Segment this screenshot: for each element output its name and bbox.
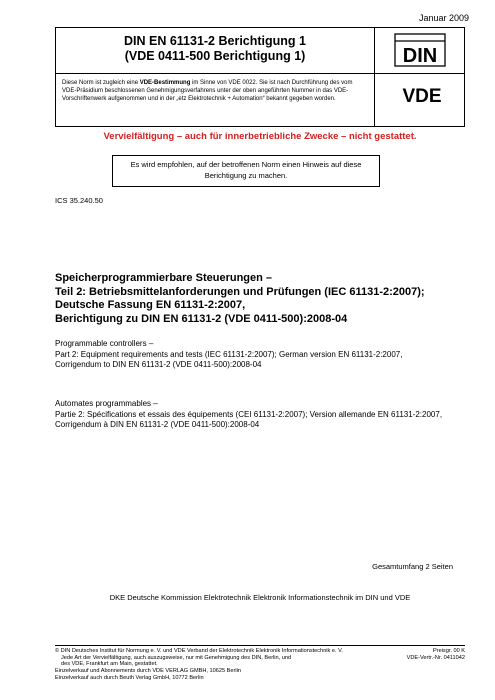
header-divider-horizontal (56, 73, 464, 74)
title-french (55, 399, 475, 431)
title-german-line4: Berichtigung zu DIN EN 61131-2 (VDE 0411-500):2008-04 (55, 312, 348, 325)
svg-text:DIN: DIN (402, 45, 438, 67)
svg-text:VDE: VDE (402, 86, 442, 105)
footer-rule (55, 645, 465, 646)
reproduction-warning: Vervielfältigung – auch für innerbetriebliche Zwecke – nicht gestattet. (103, 131, 417, 142)
dke-line: DKE Deutsche Kommission Elektrotechnik Elektronik Informationstechnik im DIN und VDE (109, 593, 411, 602)
total-pages: Gesamtumfang 2 Seiten (372, 562, 453, 571)
recommendation-box: Es wird empfohlen, auf der betroffenen Norm einen Hinweis auf diese Berichtigung zu machen. (112, 155, 380, 187)
title-french-line2: Partie 2: Spécifications et essais des équipements (CEI 61131-2:2007); Version allemande EN 61131-2:2007, (55, 409, 443, 419)
title-english-line1: Programmable controllers – (55, 339, 154, 348)
issue-date: Januar 2009 (418, 13, 469, 23)
title-english (55, 339, 475, 371)
footer-line2: Jede Art der Vervielfältigung, auch auszugsweise, nur mit Genehmigung des DIN, Berlin, und (61, 654, 292, 661)
title-english-line2: Part 2: Equipment requirements and tests (IEC 61131-2:2007); German version EN 61131-2:2007, (55, 349, 403, 359)
document-title (56, 34, 374, 64)
vde-note-bold: VDE-Bestimmung (139, 80, 191, 86)
document-title-line2: (VDE 0411-500 Berichtigung 1) (124, 49, 306, 63)
vde-note-post: im Sinne von VDE 0022. Sie ist nach Durchführung des vom VDE-Präsidium beschlossenen Genehmigungsverfahrens unter der oben angeführten Nummer in das VDE-Vorschriftenwerk aufgenommen und in der „etz Elektrotechnik + Automation“ bekannt gegeben worden. (62, 80, 353, 102)
footer-order-info (407, 648, 465, 661)
footer-line3: des VDE, Frankfurt am Main, gestattet. (61, 661, 158, 668)
header-box (55, 27, 465, 127)
title-german-line1: Speicherprogrammierbare Steuerungen – (55, 272, 273, 284)
header-divider-vertical (374, 28, 375, 126)
vde-logo (392, 85, 452, 105)
title-german-line2: Teil 2: Betriebsmittelanforderungen und Prüfungen (IEC 61131-2:2007); (55, 285, 425, 298)
footer-line4: Einzelverkauf und Abonnements durch VDE VERLAG GMBH, 10625 Berlin (55, 668, 241, 675)
price-group: Preisgr. 00 K (432, 648, 465, 654)
title-german (55, 272, 475, 326)
order-number: VDE-Vertr.-Nr. 0411042 (406, 654, 465, 661)
footer-copyright (55, 648, 385, 682)
document-title-line1: DIN EN 61131-2 Berichtigung 1 (123, 34, 306, 48)
footer-line5: Einzelverkauf auch durch Beuth Verlag GmbH, 10772 Berlin (55, 674, 204, 681)
ics-code: ICS 35.240.50 (55, 196, 103, 205)
title-german-line3: Deutsche Fassung EN 61131-2:2007, (55, 299, 246, 311)
din-logo (394, 33, 446, 67)
vde-note (62, 79, 368, 103)
vde-note-pre: Diese Norm ist zugleich eine (62, 80, 140, 86)
title-french-line3: Corrigendum à DIN EN 61131-2 (VDE 0411-500):2008-04 (55, 420, 260, 429)
footer-line1: © DIN Deutsches Institut für Normung e. V. und VDE Verband der Elektrotechnik Elektronik Informationstechnik e. V. (55, 648, 343, 654)
title-english-line3: Corrigendum to DIN EN 61131-2 (VDE 0411-500):2008-04 (55, 360, 262, 369)
title-french-line1: Automates programmables – (55, 399, 158, 408)
